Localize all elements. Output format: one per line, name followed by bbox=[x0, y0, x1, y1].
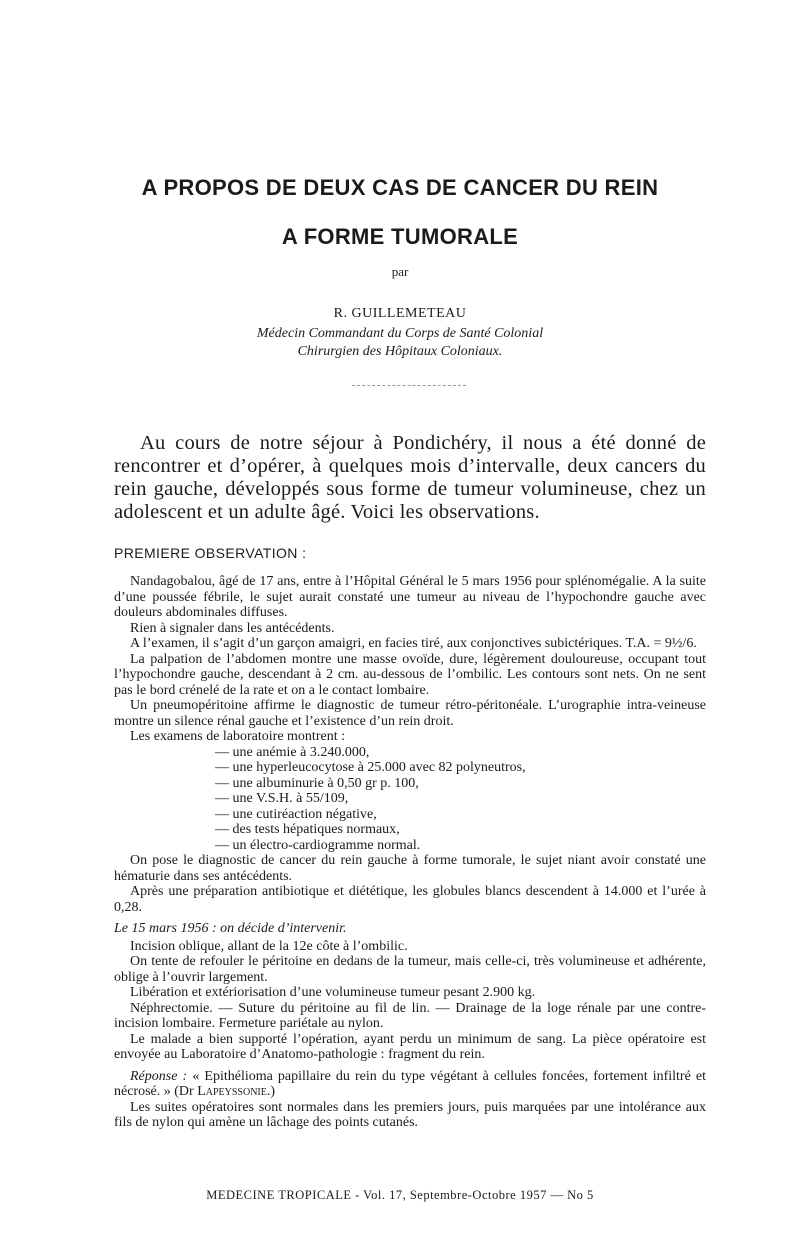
lab-results-list bbox=[114, 745, 706, 854]
introduction bbox=[114, 432, 706, 524]
journal-footer: MEDECINE TROPICALE - Vol. 17, Septembre-Octobre 1957 — No 5 bbox=[206, 1188, 594, 1202]
paragraph-preparation: Après une préparation antibiotique et diététique, les globules blancs descendent à 14.000 et l’urée à 0,28. bbox=[114, 884, 706, 915]
paragraph-suites: Les suites opératoires sont normales dans les premiers jours, puis marquées par une intolérance aux fils de nylon qui amène un lâchage des points cutanés. bbox=[114, 1099, 706, 1130]
lab-result-item: — des tests hépatiques normaux, bbox=[215, 822, 706, 838]
author-name: R. GUILLEMETEAU bbox=[333, 306, 467, 321]
separator-rule bbox=[352, 385, 466, 386]
by-label: par bbox=[391, 264, 409, 279]
lab-result-item: — une cutiréaction négative, bbox=[215, 807, 706, 823]
paragraph-examination: A l’examen, il s’agit d’un garçon amaigri, en facies tiré, aux conjonctives subictériques. T.A. = 9½/6. bbox=[130, 636, 697, 651]
paragraph-liberation: Libération et extériorisation d’une volumineuse tumeur pesant 2.900 kg. bbox=[130, 985, 536, 1000]
lab-result-item: — une V.S.H. à 55/109, bbox=[215, 791, 706, 807]
paragraph-peritoine: On tente de refouler le péritoine en dedans de la tumeur, mais celle-ci, très volumineuse et adhérente, oblige à l’ouvrir largement. bbox=[114, 954, 706, 985]
paragraph-postop: Le malade a bien supporté l’opération, ayant perdu un minimum de sang. La pièce opératoire est envoyée au Laboratoire d’Anatomo-pathologie : fragment du rein. bbox=[114, 1031, 706, 1062]
article-title-line-2: A FORME TUMORALE bbox=[281, 224, 519, 249]
pathology-response bbox=[114, 1069, 706, 1100]
author-affiliation-2: Chirurgien des Hôpitaux Coloniaux. bbox=[297, 344, 503, 359]
paragraph-diagnosis: On pose le diagnostic de cancer du rein gauche à forme tumorale, le sujet niant avoir constaté une hématurie dans ses antécédents. bbox=[114, 853, 706, 884]
intro-paragraph: Au cours de notre séjour à Pondichéry, il nous a été donné de rencontrer et d’opérer, à quelques mois d’intervalle, deux cancers du rein gauche, développés sous forme de tumeur volumineuse, chez un adolescent et un adulte âgé. Voici les observations. bbox=[114, 432, 706, 523]
lab-result-item: — un électro-cardiogramme normal. bbox=[215, 838, 706, 854]
surgery-date-line: Le 15 mars 1956 : on décide d’intervenir. bbox=[114, 921, 347, 936]
lab-result-item: — une albuminurie à 0,50 gr p. 100, bbox=[215, 776, 706, 792]
paragraph-palpation: La palpation de l’abdomen montre une masse ovoïde, dure, légèrement douloureuse, occupant tout l’hypochondre gauche, descendant à 2 cm. au-dessous de l’ombilic. Les contours sont nets. On ne sent pas le bord crénelé de la rate et on a le contact lombaire. bbox=[114, 651, 706, 698]
lab-result-item: — une anémie à 3.240.000, bbox=[215, 745, 706, 761]
paragraph-pneumoperitoine: Un pneumopéritoine affirme le diagnostic de tumeur rétro-péritonéale. L’urographie intra-veineuse montre un silence rénal gauche et l’existence d’un rein droit. bbox=[114, 698, 706, 729]
lab-result-item: — une hyperleucocytose à 25.000 avec 82 polyneutros, bbox=[215, 760, 706, 776]
paragraph-antecedents: Rien à signaler dans les antécédents. bbox=[130, 620, 335, 636]
paragraph-nephrectomie: Néphrectomie. — Suture du péritoine au fil de lin. — Drainage de la loge rénale par une contre-incision lombaire. Fermeture pariétale au nylon. bbox=[114, 1000, 706, 1031]
paragraph-incision: Incision oblique, allant de la 12e côte à l’ombilic. bbox=[130, 938, 408, 954]
response-label: Réponse : bbox=[130, 1068, 188, 1084]
response-text: « Epithélioma papillaire du rein du type végétant à cellules foncées, fortement infiltré et nécrosé. » (Dr bbox=[114, 1068, 707, 1099]
author-affiliation-1: Médecin Commandant du Corps de Santé Colonial bbox=[256, 326, 544, 341]
paragraph-admission: Nandagobalou, âgé de 17 ans, entre à l’Hôpital Général le 5 mars 1956 pour splénomégalie. A la suite d’une poussée fébrile, le sujet aurait constaté une tumeur au niveau de l’hypochondre gauche avec douleurs abdominales diffuses. bbox=[114, 574, 706, 620]
article-title-line-1: A PROPOS DE DEUX CAS DE CANCER DU REIN bbox=[141, 175, 659, 200]
section-heading: PREMIERE OBSERVATION : bbox=[114, 545, 307, 561]
paragraph-lab-intro: Les examens de laboratoire montrent : bbox=[130, 729, 345, 744]
response-signature: Lapeyssonie.) bbox=[197, 1084, 276, 1099]
observation-body bbox=[114, 574, 706, 1131]
